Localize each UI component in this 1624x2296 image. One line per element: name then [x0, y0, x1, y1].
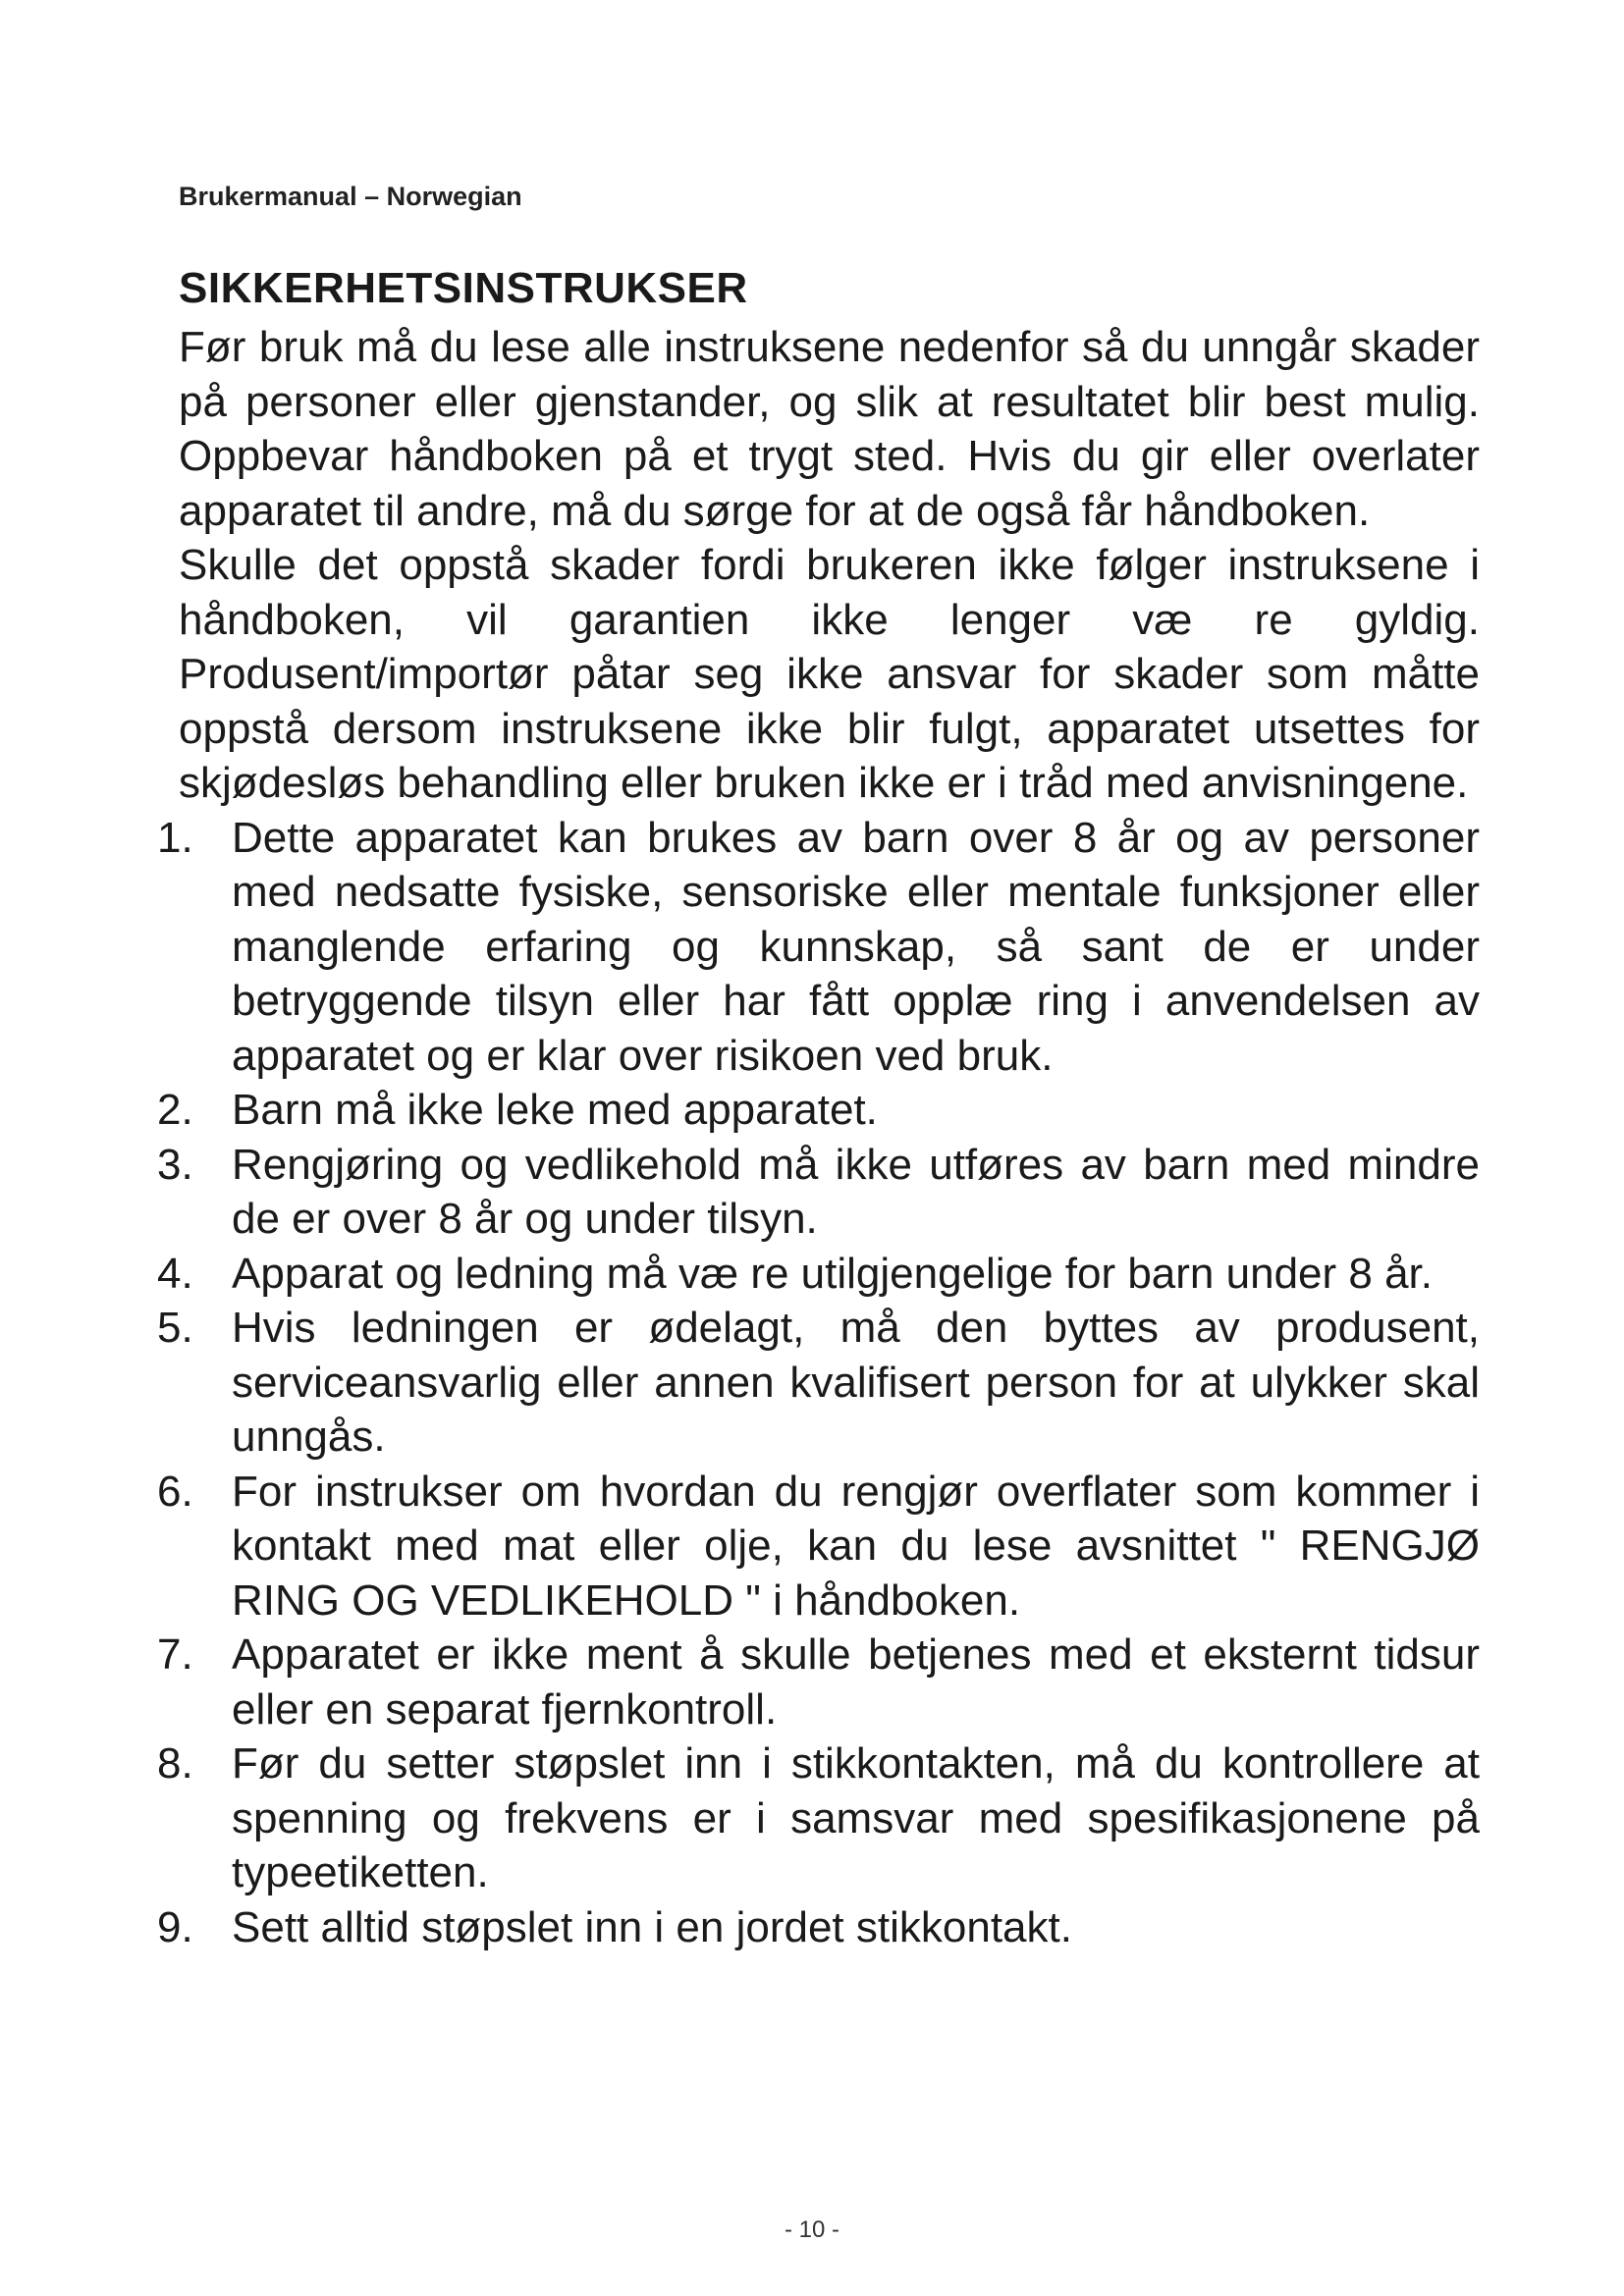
list-item [157, 811, 1480, 1084]
running-header: Brukermanual – Norwegian [179, 182, 522, 211]
item-number: 5. [157, 1304, 193, 1352]
list-item [157, 1301, 1480, 1465]
section-body [157, 320, 1480, 1954]
item-text: Barn må ikke leke med apparatet. [232, 1086, 878, 1134]
list-item [157, 1465, 1480, 1629]
safety-instructions-list [157, 811, 1480, 1955]
list-item [157, 1247, 1480, 1302]
section-title: SIKKERHETSINSTRUKSER [179, 264, 748, 312]
item-text: Apparat og ledning må væ re utilgjengelige for barn under 8 år. [232, 1249, 1433, 1298]
list-item [157, 1083, 1480, 1138]
item-number: 6. [157, 1467, 193, 1516]
list-item [157, 1736, 1480, 1900]
list-item [157, 1628, 1480, 1736]
item-text: Før du setter støpslet inn i stikkontakten, må du kontrollere at spenning og frekvens er i samsvar med spesifikasjonene på typeetiketten. [232, 1739, 1480, 1896]
item-text: Sett alltid støpslet inn i en jordet stikkontakt. [232, 1902, 1072, 1951]
item-text: Rengjøring og vedlikehold må ikke utføres av barn med mindre de er over 8 år og under tilsyn. [232, 1140, 1480, 1243]
item-number: 3. [157, 1140, 193, 1189]
item-text: Dette apparatet kan brukes av barn over 8 år og av personer med nedsatte fysiske, sensoriske eller mentale funksjoner eller manglende erfaring og kunnskap, så sant de er under betryggende tilsyn eller har fått opplæ ring i anvendelsen av apparatet og er klar over risikoen ved bruk. [232, 813, 1480, 1080]
item-text: Apparatet er ikke ment å skulle betjenes med et eksternt tidsur eller en separat fjernkontroll. [232, 1630, 1480, 1734]
intro-paragraph: Før bruk må du lese alle instruksene nedenfor så du unngår skader på personer eller gjenstander, og slik at resultatet blir best mulig. Oppbevar håndboken på et trygt sted. Hvis du gir eller overlater apparatet til andre, må du sørge for at de også får håndboken. [179, 323, 1480, 535]
page-number: - 10 - [784, 2216, 839, 2243]
item-number: 8. [157, 1739, 193, 1788]
manual-page [157, 177, 1480, 1954]
item-text: For instrukser om hvordan du rengjør overflater som kommer i kontakt med mat eller olje, kan du lese avsnittet " RENGJØ RING OG VEDLIKEHOLD " i håndboken. [232, 1467, 1480, 1625]
item-number: 4. [157, 1249, 193, 1298]
item-number: 9. [157, 1902, 193, 1951]
item-text: Hvis ledningen er ødelagt, må den byttes av produsent, serviceansvarlig eller annen kvalifisert person for at ulykker skal unngås. [232, 1304, 1480, 1461]
item-number: 1. [157, 813, 193, 862]
liability-paragraph: Skulle det oppstå skader fordi brukeren ikke følger instruksene i håndboken, vil garantien ikke lenger væ re gyldig. Produsent/importør påtar seg ikke ansvar for skader som måtte oppstå dersom instruksene ikke blir fulgt, apparatet utsettes for skjødesløs behandling eller bruken ikke er i tråd med anvisningene. [179, 541, 1480, 807]
list-item [157, 1900, 1480, 1955]
list-item [157, 1138, 1480, 1247]
item-number: 2. [157, 1086, 193, 1134]
item-number: 7. [157, 1630, 193, 1679]
